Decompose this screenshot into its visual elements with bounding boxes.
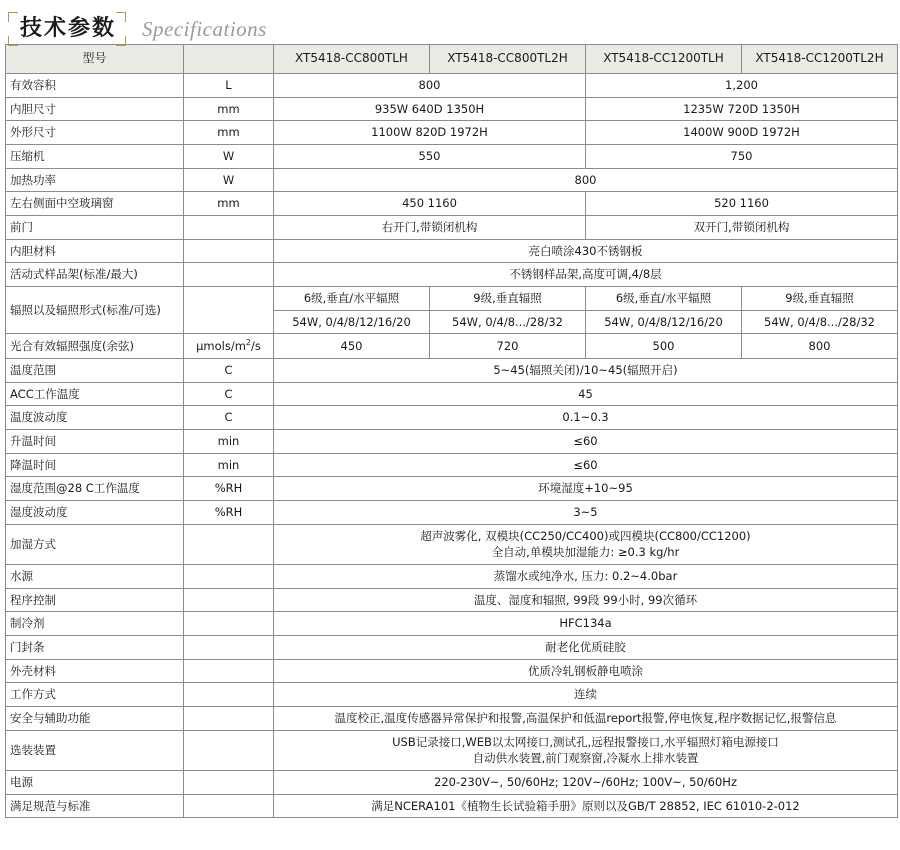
row-value: 935W 640D 1350H	[274, 97, 586, 121]
row-unit	[184, 564, 274, 588]
row-value: HFC134a	[274, 612, 898, 636]
row-label: 加热功率	[6, 168, 184, 192]
corner-top-left-icon	[8, 12, 18, 22]
row-value: 1,200	[586, 74, 898, 98]
row-unit: C	[184, 382, 274, 406]
row-label: 外形尺寸	[6, 121, 184, 145]
table-row	[6, 216, 898, 240]
row-label: 满足规范与标准	[6, 794, 184, 818]
row-unit: mm	[184, 97, 274, 121]
row-unit	[184, 794, 274, 818]
row-value: 优质冷轧钢板静电喷涂	[274, 659, 898, 683]
title-box	[8, 14, 126, 44]
table-row	[6, 74, 898, 98]
row-label: 湿度范围@28 C工作温度	[6, 477, 184, 501]
table-row	[6, 358, 898, 382]
row-value: 450 1160	[274, 192, 586, 216]
row-unit	[184, 588, 274, 612]
row-label: 前门	[6, 216, 184, 240]
row-value: 右开门,带锁闭机构	[274, 216, 586, 240]
row-label: 水源	[6, 564, 184, 588]
table-row	[6, 612, 898, 636]
row-value: 亮白喷涂430不锈钢板	[274, 239, 898, 263]
row-value: ≤60	[274, 453, 898, 477]
row-unit	[184, 216, 274, 240]
row-unit	[184, 659, 274, 683]
row-value: 54W, 0/4/8.../28/32	[742, 310, 898, 334]
row-value: 1100W 820D 1972H	[274, 121, 586, 145]
page-title-cn: 技术参数	[20, 15, 117, 41]
table-row	[6, 429, 898, 453]
row-unit: mm	[184, 192, 274, 216]
row-unit: L	[184, 74, 274, 98]
table-row	[6, 659, 898, 683]
row-unit	[184, 239, 274, 263]
row-unit	[184, 612, 274, 636]
header-cell-model-2: XT5418-CC800TL2H	[430, 45, 586, 74]
row-value: 耐老化优质硅胶	[274, 635, 898, 659]
row-value: 6级,垂直/水平辐照	[586, 287, 742, 311]
corner-bottom-right-icon	[116, 36, 126, 46]
header-cell-unit	[184, 45, 274, 74]
table-row	[6, 453, 898, 477]
row-unit: W	[184, 145, 274, 169]
row-label: 外壳材料	[6, 659, 184, 683]
table-header-row	[6, 45, 898, 74]
row-label: 程序控制	[6, 588, 184, 612]
row-label: 内胆尺寸	[6, 97, 184, 121]
row-value: 满足NCERA101《植物生长试验箱手册》原则以及GB/T 28852, IEC 61010-2-012	[274, 794, 898, 818]
table-row	[6, 97, 898, 121]
row-value: 9级,垂直辐照	[742, 287, 898, 311]
row-label: 制冷剂	[6, 612, 184, 636]
table-row	[6, 334, 898, 359]
row-label: 辐照以及辐照形式(标准/可选)	[6, 287, 184, 334]
row-value: 连续	[274, 683, 898, 707]
row-value: 800	[274, 168, 898, 192]
row-value: 5~45(辐照关闭)/10~45(辐照开启)	[274, 358, 898, 382]
row-unit: min	[184, 429, 274, 453]
row-label: 工作方式	[6, 683, 184, 707]
row-unit: W	[184, 168, 274, 192]
table-row	[6, 524, 898, 564]
row-value: 500	[586, 334, 742, 359]
row-label: 内胆材料	[6, 239, 184, 263]
row-value: 0.1~0.3	[274, 406, 898, 430]
row-unit: %RH	[184, 477, 274, 501]
table-row	[6, 683, 898, 707]
corner-top-right-icon	[116, 12, 126, 22]
header-cell-model: 型号	[6, 45, 184, 74]
row-value: 220-230V~, 50/60Hz; 120V~/60Hz; 100V~, 50/60Hz	[274, 770, 898, 794]
row-unit	[184, 770, 274, 794]
row-unit: %RH	[184, 500, 274, 524]
row-value: 温度校正,温度传感器异常保护和报警,高温保护和低温report报警,停电恢复,程序数据记忆,报警信息	[274, 706, 898, 730]
row-value: 520 1160	[586, 192, 898, 216]
header-cell-model-4: XT5418-CC1200TL2H	[742, 45, 898, 74]
table-row	[6, 500, 898, 524]
page-title-en: Specifications	[142, 17, 267, 41]
table-row	[6, 145, 898, 169]
row-value: 54W, 0/4/8/12/16/20	[274, 310, 430, 334]
table-row	[6, 168, 898, 192]
row-value: 45	[274, 382, 898, 406]
row-label: 升温时间	[6, 429, 184, 453]
row-label: 左右侧面中空玻璃窗	[6, 192, 184, 216]
row-unit	[184, 706, 274, 730]
table-row	[6, 770, 898, 794]
row-value: 6级,垂直/水平辐照	[274, 287, 430, 311]
row-label: 光合有效辐照强度(余弦)	[6, 334, 184, 359]
row-label: 降温时间	[6, 453, 184, 477]
row-value: 750	[586, 145, 898, 169]
table-row	[6, 635, 898, 659]
table-row	[6, 564, 898, 588]
row-unit	[184, 524, 274, 564]
row-value: USB记录接口,WEB以太网接口,测试孔,远程报警接口,水平辐照灯箱电源接口 自动供水装置,前门观察窗,冷凝水上排水装置	[274, 730, 898, 770]
row-unit: min	[184, 453, 274, 477]
row-label: 温度波动度	[6, 406, 184, 430]
row-label: 安全与辅助功能	[6, 706, 184, 730]
row-label: 门封条	[6, 635, 184, 659]
header-cell-model-3: XT5418-CC1200TLH	[586, 45, 742, 74]
row-unit	[184, 730, 274, 770]
row-label: 选装装置	[6, 730, 184, 770]
row-unit	[184, 263, 274, 287]
row-value: 54W, 0/4/8/12/16/20	[586, 310, 742, 334]
row-label: ACC工作温度	[6, 382, 184, 406]
row-value: 1235W 720D 1350H	[586, 97, 898, 121]
row-unit: mm	[184, 121, 274, 145]
row-unit: μmols/$m^2/s$	[184, 334, 274, 359]
row-value: 温度、湿度和辐照, 99段 99小时, 99次循环	[274, 588, 898, 612]
row-unit: C	[184, 406, 274, 430]
row-value: 450	[274, 334, 430, 359]
table-row	[6, 287, 898, 311]
row-value: 环境湿度+10~95	[274, 477, 898, 501]
header-cell-model-1: XT5418-CC800TLH	[274, 45, 430, 74]
row-label: 电源	[6, 770, 184, 794]
row-unit: C	[184, 358, 274, 382]
row-label: 加湿方式	[6, 524, 184, 564]
table-row	[6, 192, 898, 216]
table-row	[6, 239, 898, 263]
row-value: 550	[274, 145, 586, 169]
row-value: 1400W 900D 1972H	[586, 121, 898, 145]
table-row	[6, 382, 898, 406]
table-row	[6, 406, 898, 430]
specifications-table	[5, 44, 898, 818]
row-value: 54W, 0/4/8.../28/32	[430, 310, 586, 334]
row-value: 800	[742, 334, 898, 359]
table-row	[6, 477, 898, 501]
table-row	[6, 706, 898, 730]
table-row	[6, 263, 898, 287]
row-value: 双开门,带锁闭机构	[586, 216, 898, 240]
row-value: 800	[274, 74, 586, 98]
row-unit	[184, 287, 274, 334]
row-label: 湿度波动度	[6, 500, 184, 524]
row-unit	[184, 635, 274, 659]
row-value: 不锈钢样品架,高度可调,4/8层	[274, 263, 898, 287]
row-label: 压缩机	[6, 145, 184, 169]
row-label: 活动式样品架(标准/最大)	[6, 263, 184, 287]
page-header	[0, 0, 900, 44]
row-value: 3~5	[274, 500, 898, 524]
row-unit	[184, 683, 274, 707]
row-value: 蒸馏水或纯净水, 压力: 0.2~4.0bar	[274, 564, 898, 588]
row-value: 超声波雾化, 双模块(CC250/CC400)或四模块(CC800/CC1200) 全自动,单模块加湿能力: ≥0.3 kg/hr	[274, 524, 898, 564]
table-row	[6, 794, 898, 818]
row-value: 720	[430, 334, 586, 359]
row-label: 有效容积	[6, 74, 184, 98]
corner-bottom-left-icon	[8, 36, 18, 46]
row-value: 9级,垂直辐照	[430, 287, 586, 311]
row-label: 温度范围	[6, 358, 184, 382]
table-row	[6, 588, 898, 612]
table-row	[6, 121, 898, 145]
row-value: ≤60	[274, 429, 898, 453]
table-row	[6, 730, 898, 770]
